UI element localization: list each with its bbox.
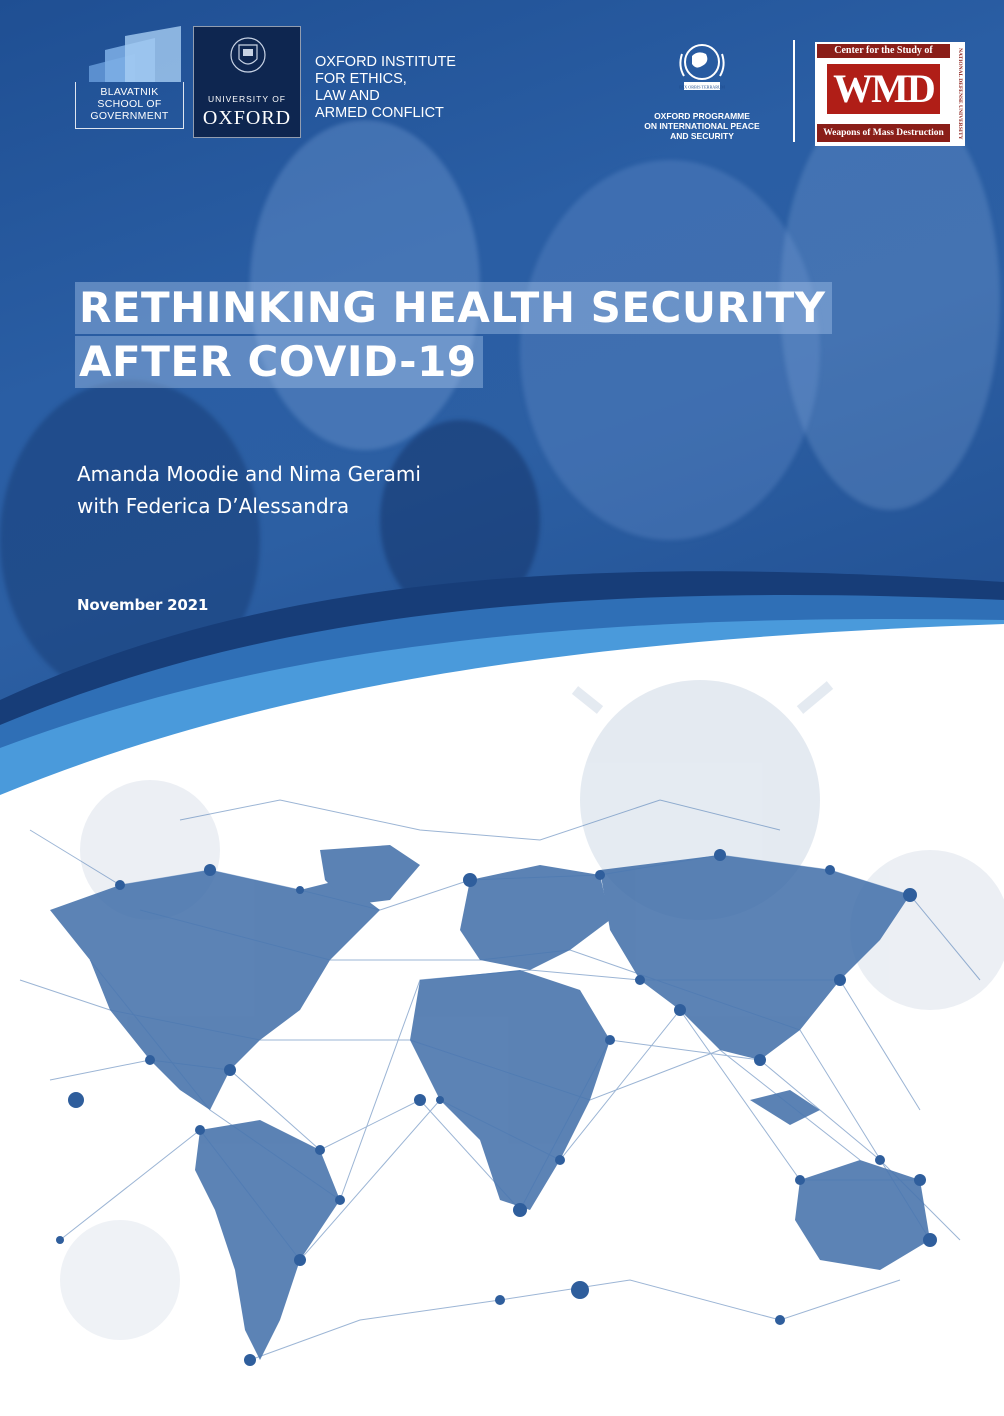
- report-title-line-1: RETHINKING HEALTH SECURITY: [75, 282, 832, 334]
- elac-line-1: OXFORD INSTITUTE: [315, 54, 456, 70]
- elac-line-2: FOR ETHICS,: [315, 71, 407, 87]
- elac-institute-name: [315, 54, 495, 122]
- university-of-oxford-logo: [193, 26, 301, 138]
- blavatnik-line-2: SCHOOL OF: [97, 98, 162, 110]
- pax-orbis-terrarum-emblem-icon: [672, 36, 732, 96]
- oxford-name: OXFORD: [202, 107, 292, 129]
- university-of-oxford-crest-icon: [230, 35, 266, 79]
- wmd-top-label: Center for the Study of: [817, 44, 950, 58]
- blavatnik-name: [75, 82, 184, 129]
- wmd-left-strip: [818, 58, 826, 124]
- oppas-motto: PAX ORBIS TERRARUM: [679, 84, 725, 90]
- oppas-line-3: AND SECURITY: [670, 131, 734, 141]
- world-network-map: [0, 680, 1004, 1416]
- wmd-center-logo: [815, 42, 965, 146]
- blavatnik-line-1: BLAVATNIK: [100, 86, 159, 98]
- blavatnik-line-3: GOVERNMENT: [90, 110, 169, 122]
- elac-line-3: LAW AND: [315, 88, 380, 104]
- oppas-name: [638, 111, 766, 141]
- publication-date: November 2021: [77, 596, 209, 614]
- oxford-programme-peace-security-logo: [638, 36, 766, 146]
- authors-line-1: Amanda Moodie and Nima Gerami: [77, 462, 421, 486]
- logo-divider: [793, 40, 795, 142]
- elac-line-4: ARMED CONFLICT: [315, 105, 444, 121]
- continents: [50, 845, 930, 1360]
- authors-line-2: with Federica D’Alessandra: [77, 494, 350, 518]
- wmd-bottom-label: Weapons of Mass Destruction: [817, 124, 950, 142]
- oppas-line-2: ON INTERNATIONAL PEACE: [644, 121, 760, 131]
- report-title-line-2: AFTER COVID-19: [75, 336, 483, 388]
- lab-figure-shape: [520, 160, 820, 540]
- wmd-mark: WMD: [827, 64, 940, 114]
- wmd-side-label: NATIONAL DEFENSE UNIVERSITY: [950, 44, 963, 144]
- blavatnik-school-logo: [75, 26, 182, 138]
- blavatnik-steps-icon: [75, 26, 182, 84]
- oxford-university-label: UNIVERSITY OF: [207, 94, 287, 104]
- oppas-line-1: OXFORD PROGRAMME: [654, 111, 750, 121]
